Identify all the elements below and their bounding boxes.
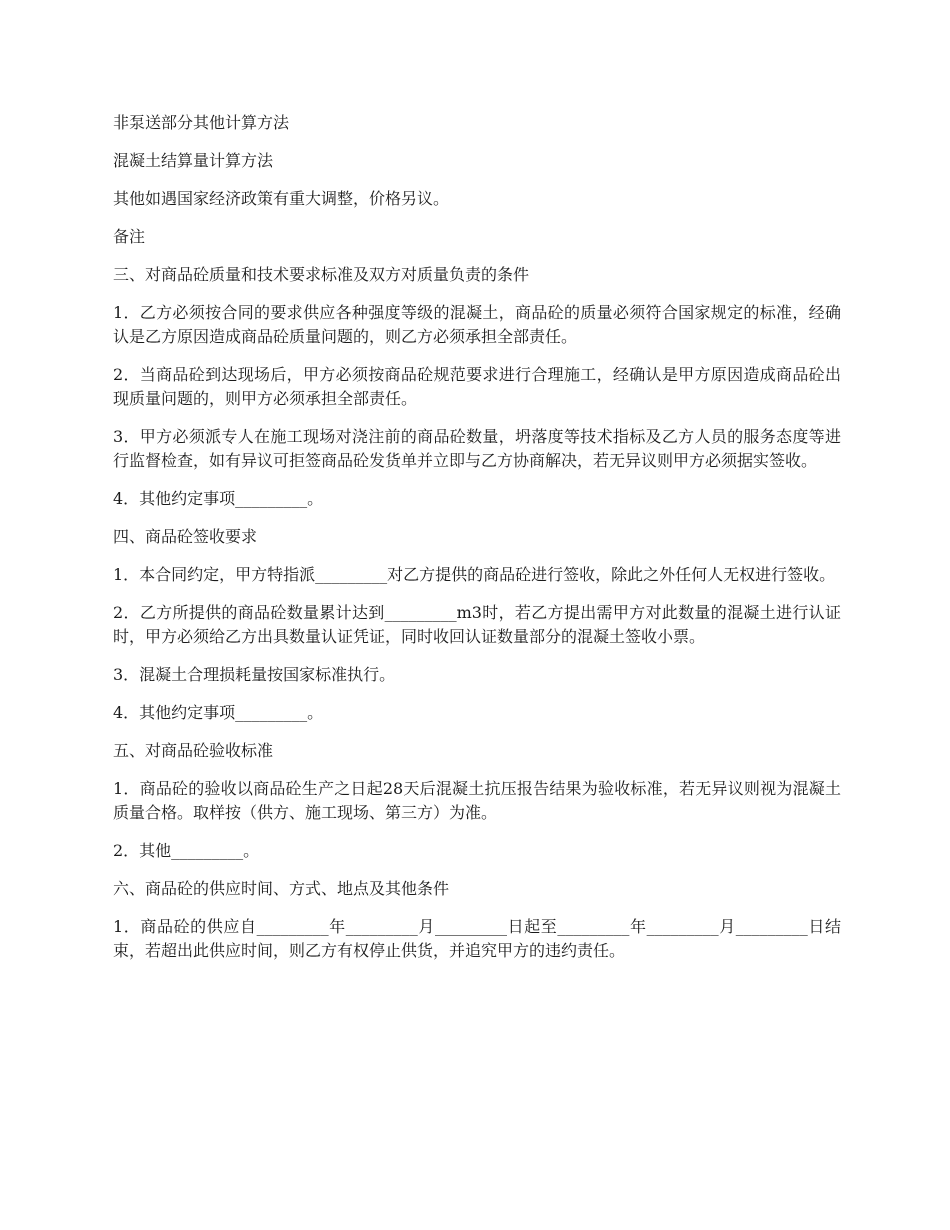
clause-5-2: 2．其他_________。	[113, 841, 260, 860]
section-heading-4: 四、商品砼签收要求	[113, 527, 258, 546]
clause-3-4: 4．其他约定事项_________。	[113, 489, 324, 508]
paragraph-1: 非泵送部分其他计算方法	[113, 113, 290, 132]
paragraph-4: 备注	[113, 227, 146, 246]
clause-3-2: 2．当商品砼到达现场后，甲方必须按商品砼规范要求进行合理施工，经确认是甲方原因造成商品砼出现质量问题的，则甲方必须承担全部责任。	[113, 365, 841, 408]
document-page	[113, 111, 841, 977]
section-heading-6: 六、商品砼的供应时间、方式、地点及其他条件	[113, 879, 450, 898]
paragraph-3: 其他如遇国家经济政策有重大调整，价格另议。	[113, 189, 450, 208]
clause-3-1: 1．乙方必须按合同的要求供应各种强度等级的混凝土，商品砼的质量必须符合国家规定的标准，经确认是乙方原因造成商品砼质量问题的，则乙方必须承担全部责任。	[113, 303, 841, 346]
clause-4-4: 4．其他约定事项_________。	[113, 703, 324, 722]
section-heading-5: 五、对商品砼验收标准	[113, 741, 274, 760]
clause-5-1: 1．商品砼的验收以商品砼生产之日起28天后混凝土抗压报告结果为验收标准，若无异议则视为混凝土质量合格。取样按（供方、施工现场、第三方）为准。	[113, 779, 841, 822]
section-heading-3: 三、对商品砼质量和技术要求标准及双方对质量负责的条件	[113, 265, 530, 284]
clause-4-3: 3．混凝土合理损耗量按国家标准执行。	[113, 665, 396, 684]
clause-3-3: 3．甲方必须派专人在施工现场对浇注前的商品砼数量，坍落度等技术指标及乙方人员的服务态度等进行监督检查，如有异议可拒签商品砼发货单并立即与乙方协商解决，若无异议则甲方必须据实签收。	[113, 427, 841, 470]
clause-6-1: 1．商品砼的供应自_________年_________月_________日起至_________年_________月_________日结束，若超出此供应时间，则乙方有权停止供货，并追究甲方的违约责任。	[113, 917, 841, 960]
clause-4-2: 2．乙方所提供的商品砼数量累计达到_________m3时，若乙方提出需甲方对此数量的混凝土进行认证时，甲方必须给乙方出具数量认证凭证，同时收回认证数量部分的混凝土签收小票。	[113, 603, 841, 646]
clause-4-1: 1．本合同约定，甲方特指派_________对乙方提供的商品砼进行签收，除此之外任何人无权进行签收。	[113, 565, 836, 584]
paragraph-2: 混凝土结算量计算方法	[113, 151, 274, 170]
